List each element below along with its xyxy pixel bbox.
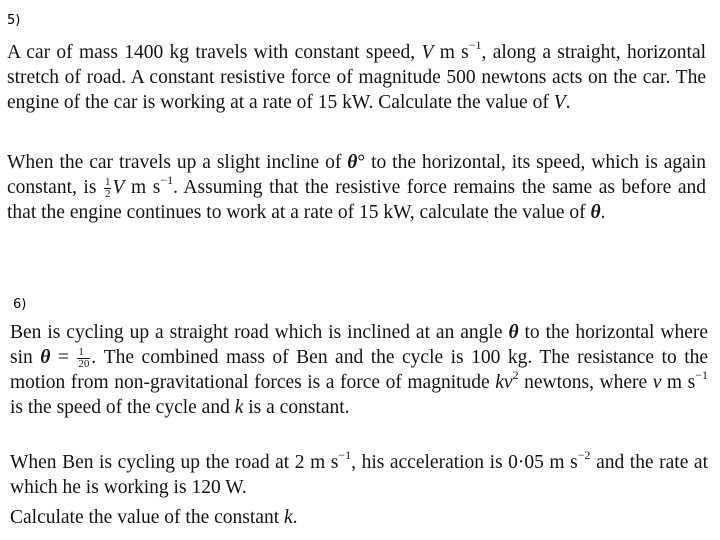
- fraction-one-half: $\frac{1}{2}$: [104, 176, 111, 201]
- question-6-paragraph-1: Ben is cycling up a straight road which is inclined at an angle θ to the horizontal where sin θ = $\frac{1}{20}$ . The combined mass of Ben and the cycle is 100 kg. The resistance to the motion from non-gravitational forces is a force of magnitude $kv^2$ newtons, where v m $s^{-1}$ is the speed of the cycle and k is a constant.: [10, 322, 709, 419]
- question-6-paragraph-2: When Ben is cycling up the road at 2 m $s^{-1}$, his acceleration is 0·05 m $s^{-2}$ and the rate at which he is working is 120 W.: [10, 448, 708, 498]
- question-6-paragraph-3: Calculate the value of the constant k.: [10, 507, 298, 528]
- question-6-number: 6): [13, 297, 27, 312]
- question-5-number: 5): [7, 13, 21, 28]
- question-5-paragraph-2: When the car travels up a slight incline of θ° to the horizontal, its speed, which is again constant, is $\frac{1}{2}$ V m $s^{-1}$. Assuming that the resistive force remains the same as before and that the engine continues to work at a rate of 15 kW, calculate the value of θ.: [7, 152, 707, 224]
- question-5-paragraph-1: A car of mass 1400 kg travels with constant speed, V m $s^{-1}$, along a straight, horizontal stretch of road. A constant resistive force of magnitude 500 newtons acts on the car. The engine of the car is working at a rate of 15 kW. Calculate the value of V.: [7, 38, 707, 113]
- fraction-one-twentieth: $\frac{1}{20}$: [78, 346, 90, 371]
